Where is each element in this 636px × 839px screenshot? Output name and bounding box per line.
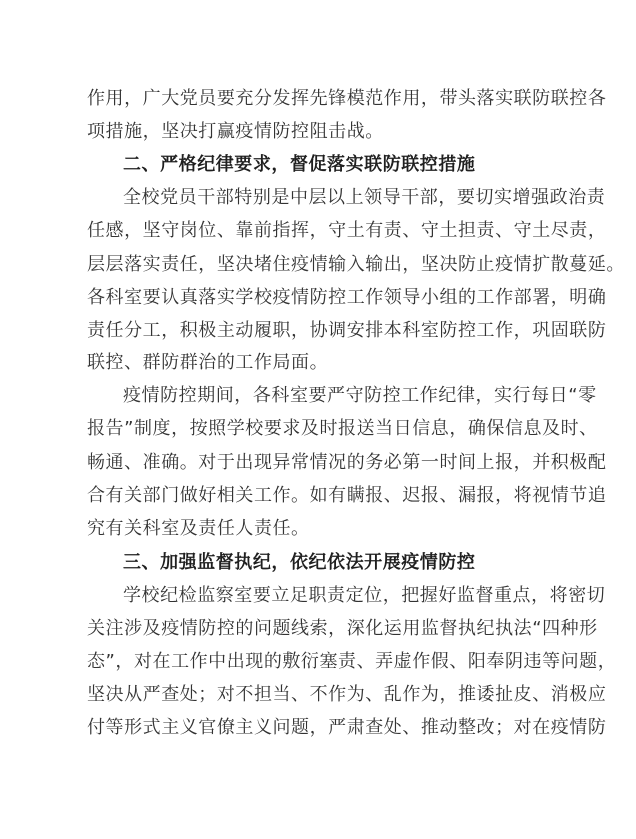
body-line: 联控、群防群治的工作局面。 — [87, 352, 329, 373]
body-line: 畅通、准确。对于出现异常情况的务必第一时间上报，并积极配 — [87, 452, 607, 473]
section-heading: 三、加强监督执纪，依纪依法开展疫情防控 — [123, 552, 476, 573]
section-heading: 二、严格纪律要求，督促落实联防联控措施 — [123, 154, 476, 175]
body-line: 任感，坚守岗位、靠前指挥，守土有责、守土担责、守土尽责， — [87, 220, 607, 241]
body-line: 合有关部门做好相关工作。如有瞒报、迟报、漏报，将视情节追 — [87, 485, 607, 506]
body-line: 报告”制度，按照学校要求及时报送当日信息，确保信息及时、 — [87, 418, 598, 439]
body-line: 层层落实责任，坚决堵住疫情输入输出，坚决防止疫情扩散蔓延。 — [87, 254, 625, 275]
body-line: 项措施，坚决打赢疫情防控阻击战。 — [87, 121, 384, 142]
paragraph-first-line: 疫情防控期间，各科室要严守防控工作纪律，实行每日“零 — [123, 385, 597, 406]
body-line: 各科室要认真落实学校疫情防控工作领导小组的工作部署，明确 — [87, 287, 607, 308]
body-line: 关注涉及疫情防控的问题线索，深化运用监督执纪执法“四种形 — [87, 618, 598, 639]
body-line: 态”，对在工作中出现的敷衍塞责、弄虚作假、阳奉阴违等问题， — [87, 651, 617, 672]
paragraph-first-line: 全校党员干部特别是中层以上领导干部，要切实增强政治责 — [123, 187, 606, 208]
body-line: 作用，广大党员要充分发挥先锋模范作用，带头落实联防联控各 — [87, 88, 607, 109]
body-line: 付等形式主义官僚主义问题，严肃查处、推动整改；对在疫情防 — [87, 717, 607, 738]
body-line: 责任分工，积极主动履职，协调安排本科室防控工作，巩固联防 — [87, 320, 607, 341]
body-line: 究有关科室及责任人责任。 — [87, 518, 310, 539]
body-line: 坚决从严查处；对不担当、不作为、乱作为，推诿扯皮、消极应 — [87, 684, 607, 705]
paragraph-first-line: 学校纪检监察室要立足职责定位，把握好监督重点，将密切 — [123, 585, 606, 606]
